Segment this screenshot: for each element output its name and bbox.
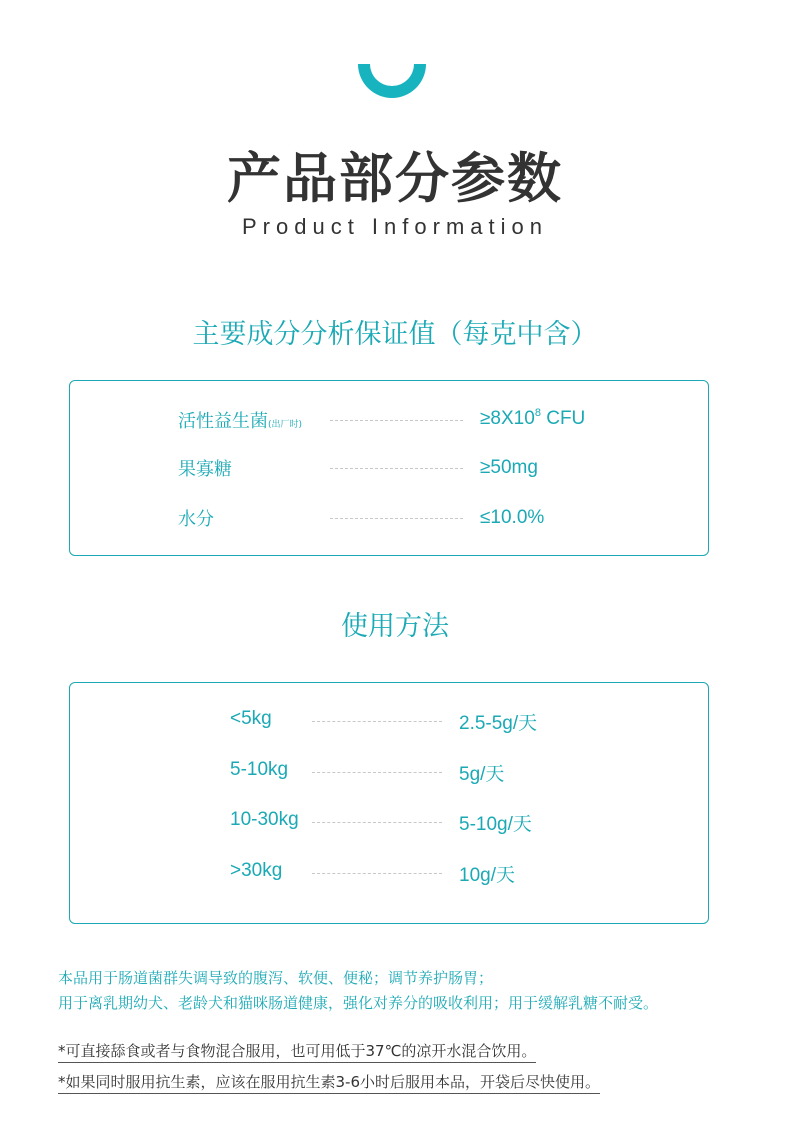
dashed-leader [330, 518, 463, 519]
ingredient-value: $\ge 8X10^8$ CFU [480, 407, 586, 429]
ingredient-row [178, 505, 698, 533]
description-line: 用于离乳期幼犬、老龄犬和猫咪肠道健康，强化对养分的吸收利用；用于缓解乳糖不耐受。 [58, 994, 659, 1012]
ingredient-row [178, 407, 698, 435]
ingredient-row [178, 455, 698, 483]
usage-weight: 5-10kg [230, 759, 289, 780]
usage-note: *可直接舔食或者与食物混合服用，也可用低于37℃的凉开水混合饮用。 [58, 1040, 536, 1063]
usage-title: 使用方法 [341, 611, 449, 642]
ingredient-value: ≥50mg [480, 457, 538, 478]
ingredients-title: 主要成分分析保证值（每克中含） [192, 319, 598, 350]
usage-box [69, 682, 709, 924]
dashed-leader [312, 822, 442, 823]
usage-dose: 5g/天 [459, 764, 505, 785]
usage-weight: 10-30kg [230, 809, 299, 830]
ingredient-label: 活性益生菌(出厂时) [178, 411, 303, 432]
ingredient-value: ≤10.0% [480, 507, 545, 528]
page-subtitle: Product Information [242, 214, 548, 239]
dashed-leader [330, 468, 463, 469]
usage-row [230, 759, 690, 787]
usage-weight: >30kg [230, 860, 283, 881]
usage-note: *如果同时服用抗生素，应该在服用抗生素3-6小时后服用本品，开袋后尽快使用。 [58, 1071, 600, 1094]
usage-dose: 5-10g/天 [459, 814, 532, 835]
dashed-leader [312, 873, 442, 874]
usage-dose: 10g/天 [459, 865, 515, 886]
ingredient-label: 果寡糖 [178, 459, 232, 480]
usage-row [230, 809, 690, 837]
ingredient-label: 水分 [178, 509, 214, 530]
usage-weight: <5kg [230, 708, 272, 729]
page-title: 产品部分参数 [227, 147, 563, 210]
dashed-leader [330, 420, 463, 421]
dashed-leader [312, 772, 442, 773]
decorative-arc-icon [358, 64, 426, 98]
usage-dose: 2.5-5g/天 [459, 713, 538, 734]
ingredient-note: (出厂时) [268, 420, 303, 430]
description-line: 本品用于肠道菌群失调导致的腹泻、软便、便秘；调节养护肠胃； [58, 969, 494, 987]
product-description [58, 966, 658, 1016]
dashed-leader [312, 721, 442, 722]
usage-row [230, 708, 690, 736]
usage-row [230, 860, 690, 888]
ingredients-box [69, 380, 709, 556]
